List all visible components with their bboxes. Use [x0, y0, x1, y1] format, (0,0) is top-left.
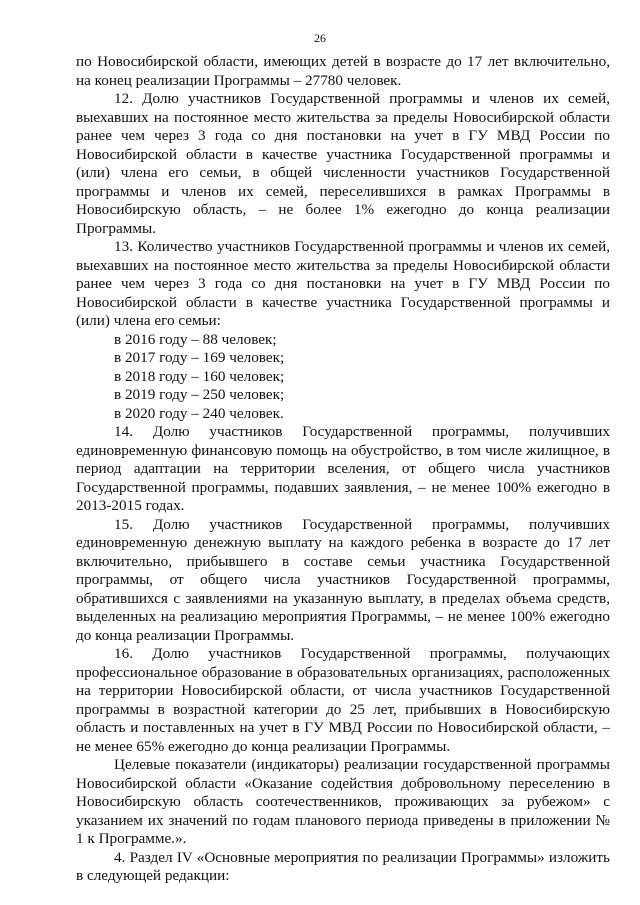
paragraph-section-4: 4. Раздел IV «Основные мероприятия по реализации Программы» изложить в следующей редакции:: [76, 848, 610, 884]
list-item-2017: в 2017 году – 169 человек;: [114, 349, 285, 366]
page-number: 26: [314, 31, 326, 45]
list-item-2020: в 2020 году – 240 человек.: [114, 404, 284, 422]
paragraph-item-12: 12. Долю участников Государственной программы и членов их семей, выехавших на постоянное место жительства за пределы Новосибирской области ранее чем через 3 года со дня постановки на учет в ГУ МВД России по Новосибирской области в качестве участника Государственной программы и (или) члена его семьи, в общей численности участников Государственной программы и членов их семей, переселившихся в рамках Программы в Новосибирскую область, – не более 1% ежегодно до конца реализации Программы.: [76, 90, 610, 237]
body-text: [76, 53, 610, 886]
paragraph-target-indicators: Целевые показатели (индикаторы) реализации государственной программы Новосибирской области «Оказание содействия добровольному переселению в Новосибирскую область соотечественников, проживающих за рубежом» с указанием их значений по годам планового периода приведены в приложении № 1 к Программе.».: [76, 756, 610, 847]
paragraph-continuation: по Новосибирской области, имеющих детей в возрасте до 17 лет включительно, на конец реализации Программы – 27780 человек.: [76, 53, 610, 89]
paragraph-item-14: 14. Долю участников Государственной программы, получивших единовременную финансовую помощь на обустройство, в том числе жилищное, в период адаптации на территории вселения, от общего числа участников Государственной программы, подавших заявления, – не менее 100% ежегодно в 2013-2015 годах.: [76, 423, 610, 514]
list-item-2018: в 2018 году – 160 человек;: [114, 367, 285, 385]
list-item-2019: в 2019 году – 250 человек;: [114, 386, 285, 403]
list-item-2016: в 2016 году – 88 человек;: [114, 330, 277, 348]
paragraph-item-15: 15. Долю участников Государственной программы, получивших единовременную денежную выплату на каждого ребенка в возрасте до 17 лет включительно, прибывшего в составе семьи участника Государственной программы, от общего числа участников Государственной программы, обратившихся с заявлениями на указанную выплату, в пределах объема средств, выделенных на реализацию мероприятия Программы, – не менее 100% ежегодно до конца реализации Программы.: [76, 515, 610, 644]
paragraph-item-16: 16. Долю участников Государственной программы, получающих профессиональное образование в образовательных организациях, расположенных на территории Новосибирской области, от числа участников Государственной программы в возрастной категории до 25 лет, прибывших в Новосибирскую область и поставленных на учет в ГУ МВД России по Новосибирской области, – не менее 65% ежегодно до конца реализации Программы.: [76, 645, 610, 755]
paragraph-item-13: 13. Количество участников Государственной программы и членов их семей, выехавших на постоянное место жительства за пределы Новосибирской области ранее чем через 3 года со дня постановки на учет в ГУ МВД России по Новосибирской области в качестве участника Государственной программы и (или) члена его семьи:: [76, 238, 610, 329]
